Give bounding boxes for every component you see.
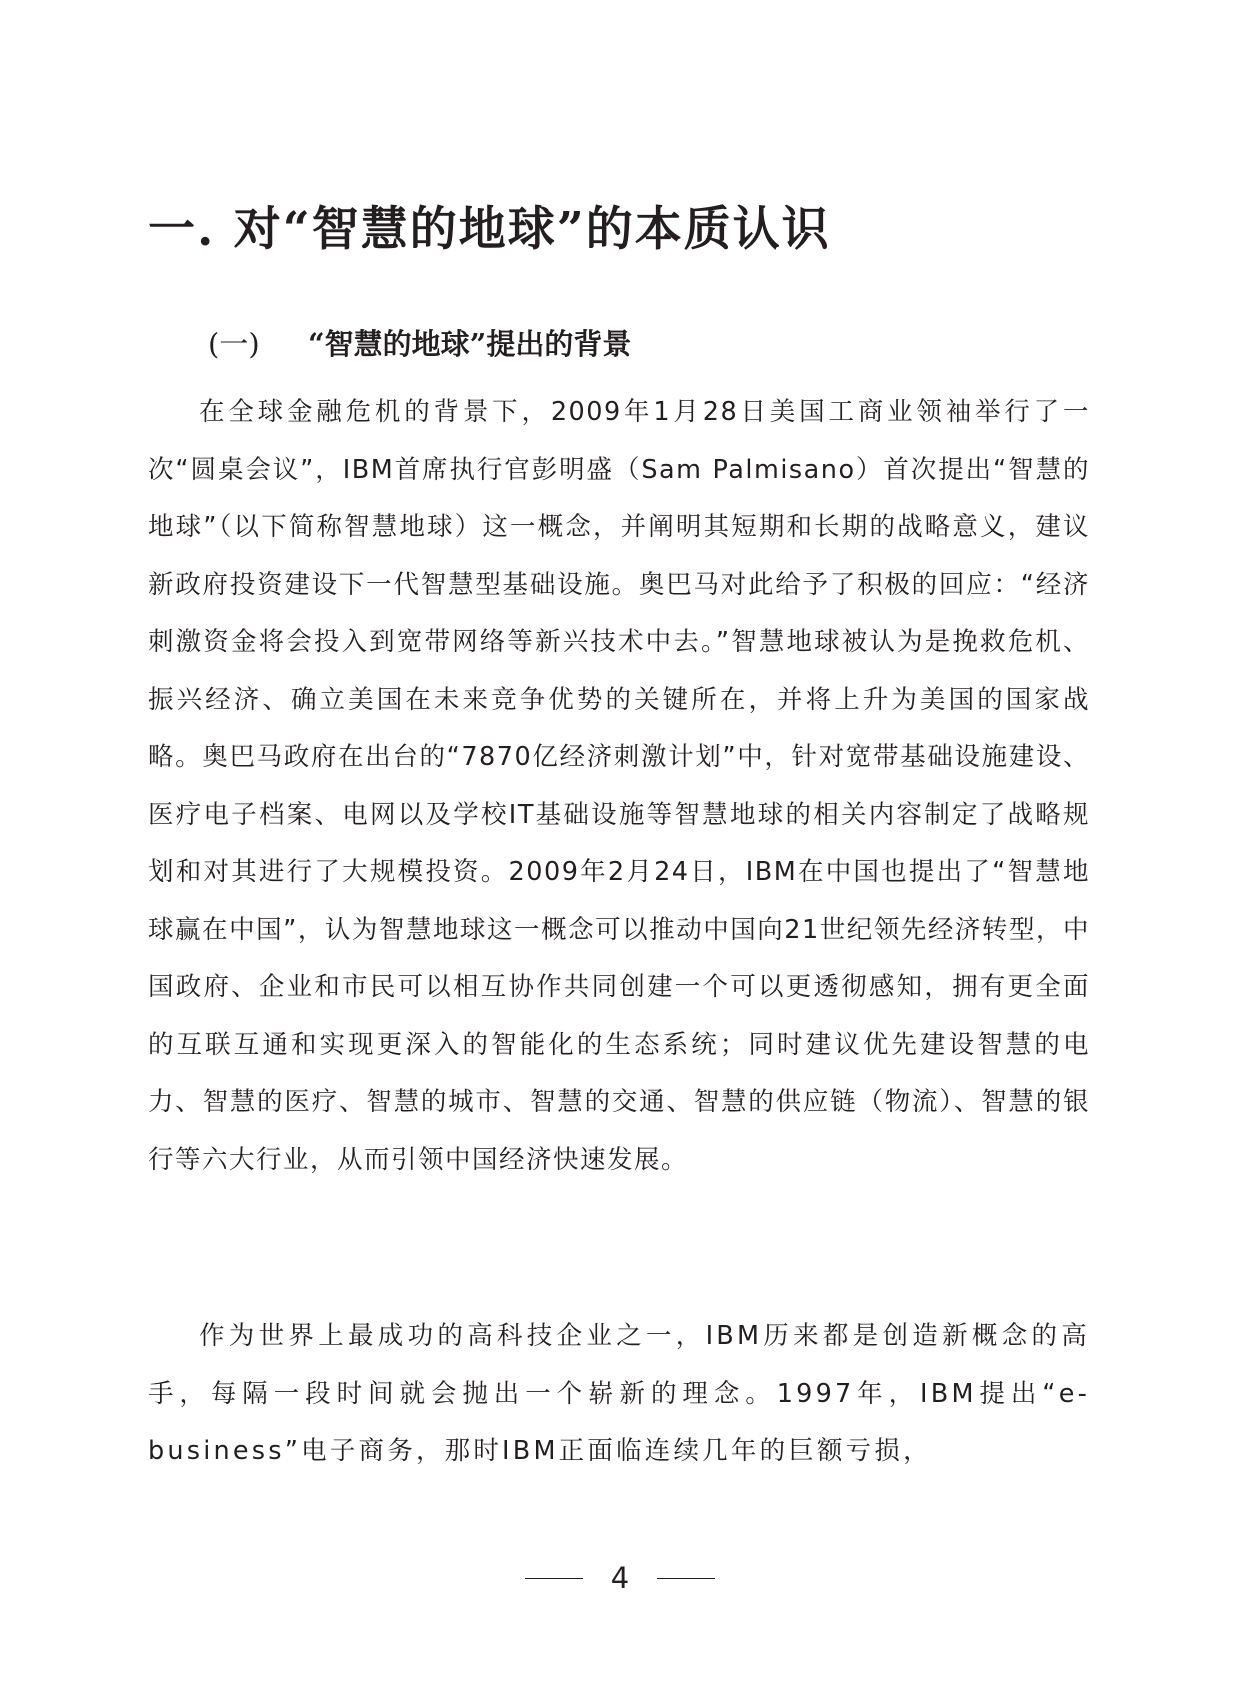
footer-rule-left <box>525 1578 583 1579</box>
body-paragraph: 在全球金融危机的背景下，2009年1月28日美国工商业领袖举行了一次“圆桌会议”，IBM首席执行官彭明盛（Sam Palmisano）首次提出“智慧的地球”（以下简称智慧地球）这一概念，并阐明其短期和长期的战略意义，建议新政府投资建设下一代智慧型基础设施。奥巴马对此给予了积极的回应：“经济刺激资金将会投入到宽带网络等新兴技术中去。”智慧地球被认为是挽救危机、振兴经济、确立美国在未来竞争优势的关键所在，并将上升为美国的国家战略。奥巴马政府在出台的“7870亿经济刺激计划”中，针对宽带基础设施建设、医疗电子档案、电网以及学校IT基础设施等智慧地球的相关内容制定了战略规划和对其进行了大规模投资。2009年2月24日，IBM在中国也提出了“智慧地球赢在中国”，认为智慧地球这一概念可以推动中国向21世纪领先经济转型，中国政府、企业和市民可以相互协作共同创建一个可以更透彻感知，拥有更全面的互联互通和实现更深入的智能化的生态系统；同时建议优先建设智慧的电力、智慧的医疗、智慧的城市、智慧的交通、智慧的供应链（物流）、智慧的银行等六大行业，从而引领中国经济快速发展。 <box>148 397 1090 1175</box>
page-footer <box>0 1558 1240 1598</box>
page-number: 4 <box>610 1561 630 1595</box>
section-title: “智慧的地球”提出的背景 <box>308 327 632 361</box>
section-number: (一) <box>208 327 260 361</box>
body-paragraph: 作为世界上最成功的高科技企业之一，IBM历来都是创造新概念的高手，每隔一段时间就会抛出一个崭新的理念。1997年，IBM提出“e-business”电子商务，那时IBM正面临连续几年的巨额亏损， <box>148 1321 1090 1466</box>
section-heading <box>208 324 631 364</box>
footer-rule-right <box>657 1578 715 1579</box>
chapter-title: 一. 对“智慧的地球”的本质认识 <box>148 202 831 257</box>
